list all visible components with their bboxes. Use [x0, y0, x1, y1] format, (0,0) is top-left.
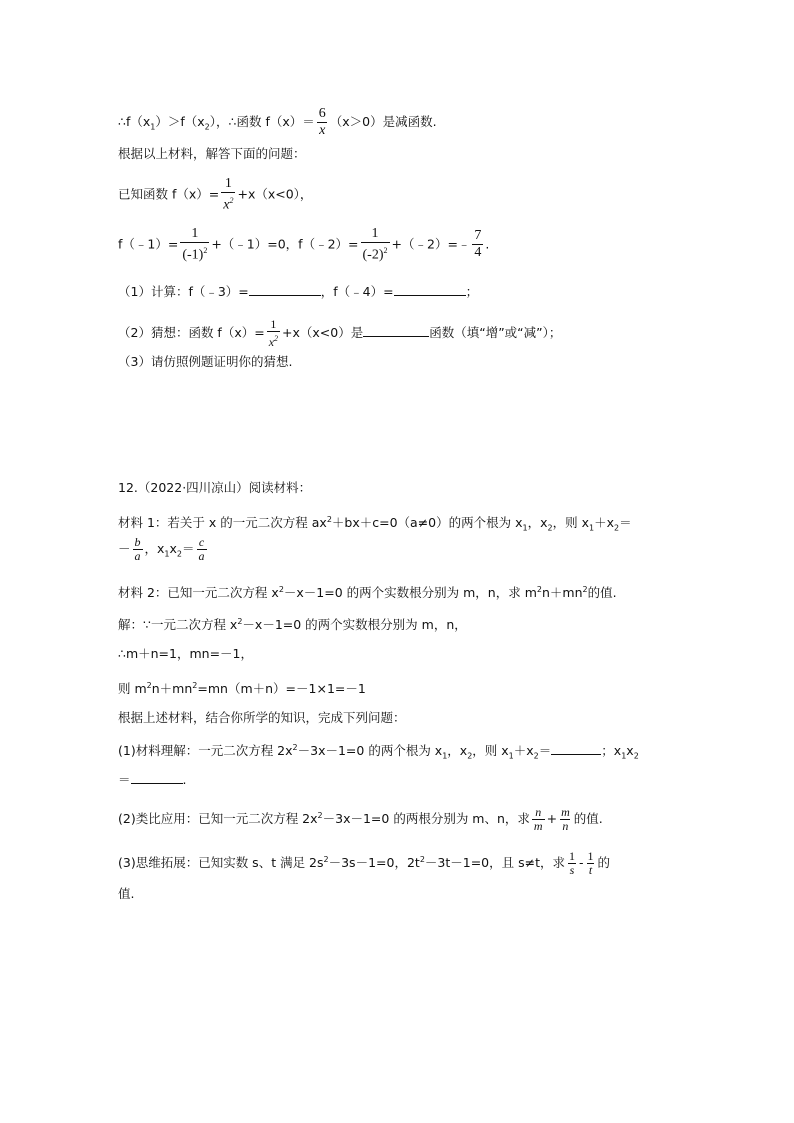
fraction-1-over-x2: [267, 318, 280, 349]
exponent: 2: [292, 743, 298, 752]
fraction-n-over-m: [532, 806, 545, 833]
answer-blank-f-neg4[interactable]: [394, 284, 466, 296]
fraction-7-over-4: [472, 228, 483, 261]
numerator: 1: [587, 849, 594, 863]
fraction-b-over-a: [133, 536, 143, 563]
text: ＝: [118, 772, 131, 787]
text: .: [182, 772, 187, 787]
text: －3x－1=0 的两个根为 x: [297, 743, 443, 759]
text: +（﹣2）=﹣: [391, 236, 471, 252]
exponent: 2: [274, 334, 279, 343]
text: ，x: [144, 541, 165, 556]
numerator: 1: [191, 226, 199, 241]
denominator: a: [198, 549, 205, 563]
denominator: n: [562, 819, 569, 833]
text: +: [546, 811, 558, 826]
exponent: 2: [536, 585, 542, 594]
numerator: n: [535, 805, 542, 819]
text: －3s－1=0，2t: [328, 855, 420, 870]
text: －3x－1=0 的两根分别为 m、n，求: [322, 811, 530, 826]
numerator: 1: [224, 176, 232, 191]
text: （1）计算：f（﹣3）=: [118, 284, 249, 299]
question-3-line: （3）请仿照例题证明你的猜想.: [118, 354, 293, 369]
fraction-1-over-s: [567, 850, 577, 877]
denominator: [221, 192, 235, 214]
text: (2)类比应用：已知一元二次方程 2x: [118, 811, 318, 826]
exponent: 2: [237, 617, 243, 626]
answer-blank-sum[interactable]: [551, 743, 601, 755]
question-2-line: [118, 318, 561, 349]
text: 的值.: [587, 585, 617, 601]
text: ∴f（x: [118, 114, 151, 129]
fraction-1-over-t: [586, 850, 596, 877]
text: ，则 x: [472, 743, 509, 759]
subscript: 1: [150, 122, 156, 132]
numerator: b: [134, 535, 141, 549]
text: ，f（﹣4）=: [320, 284, 394, 299]
denominator: [267, 331, 280, 349]
questions-intro: 根据上述材料，结合你所学的知识，完成下列问题：: [118, 710, 406, 725]
text: 材料 2：已知一元二次方程 x: [118, 585, 279, 601]
text: +x（x<0）是: [282, 325, 364, 340]
exponent: 2: [278, 585, 284, 594]
example-values-line: [118, 226, 489, 264]
denominator: t: [588, 863, 593, 877]
text: ，则 x: [552, 515, 589, 531]
question-12-3-line: [118, 850, 610, 877]
fraction-1-over-neg1-sq: [180, 226, 209, 264]
numerator: m: [561, 805, 570, 819]
text: ）＞f（x: [155, 114, 205, 129]
subscript: 1: [508, 751, 514, 761]
subscript: 2: [547, 523, 553, 533]
subscript: 2: [176, 549, 183, 559]
text: －x－1=0 的两个实数根分别为 m，n，: [242, 617, 467, 633]
subscript: 1: [442, 751, 448, 761]
text: （x＞0）是减函数.: [329, 114, 437, 129]
solution-line-3: [118, 678, 366, 697]
denominator: x: [319, 123, 326, 138]
text: （2）猜想：函数 f（x）=: [118, 325, 265, 340]
numerator: 1: [270, 317, 277, 331]
solution-line-1: [118, 614, 467, 633]
text: ＋x: [513, 743, 534, 759]
text: ，x: [527, 515, 548, 531]
text: ；: [465, 284, 479, 299]
text: 已知函数 f（x）=: [118, 186, 220, 202]
numerator: 7: [474, 228, 482, 244]
den-base: x: [223, 197, 230, 213]
text: ＝: [619, 515, 632, 531]
fraction-m-over-n: [559, 806, 572, 833]
text: ），∴函数 f（x）＝: [209, 114, 315, 129]
subscript: 2: [204, 122, 210, 132]
text: +x（x<0），: [237, 186, 313, 202]
solution-line-2: ∴m＋n=1，mn=－1，: [118, 646, 254, 661]
text: n＋mn: [151, 681, 193, 697]
fraction-6-over-x: [317, 106, 328, 139]
text: ＋x: [594, 515, 614, 531]
text: －: [118, 541, 131, 556]
numerator: 1: [569, 849, 576, 863]
material-1-line: [118, 512, 632, 537]
text: =mn（m＋n）=－1×1=－1: [197, 681, 366, 697]
answer-blank-f-neg3[interactable]: [249, 284, 321, 296]
material-2-line: [118, 582, 617, 601]
exponent: 2: [582, 585, 588, 594]
numerator: c: [198, 535, 205, 549]
question-12-3-cont: 值.: [118, 886, 135, 901]
fraction-1-over-x2: [221, 176, 235, 214]
text: 材料 1：若关于 x 的一元二次方程 ax: [118, 515, 327, 531]
answer-blank-product[interactable]: [131, 772, 183, 784]
fraction-c-over-a: [197, 536, 207, 563]
subscript: 1: [621, 751, 627, 761]
text: x: [626, 743, 634, 759]
text: 函数（填“增”或“减”）；: [429, 325, 562, 340]
question-1-line: [118, 284, 478, 300]
subscript: 1: [522, 523, 528, 533]
exponent: 2: [323, 854, 329, 864]
subscript: 1: [164, 549, 170, 559]
function-definition-line: [118, 176, 312, 214]
text: (1)材料理解：一元二次方程 2x: [118, 743, 293, 759]
answer-blank-monotonicity[interactable]: [363, 325, 429, 337]
exponent: 2: [383, 246, 388, 255]
denominator: m: [533, 819, 543, 833]
question-12-1-line: [118, 740, 639, 765]
subscript: 2: [633, 751, 639, 761]
subscript: 2: [613, 523, 620, 533]
den-base: (-1): [182, 247, 204, 263]
material-1-vieta-line: [118, 536, 209, 563]
problem-12-header: 12.（2022·四川凉山）阅读材料：: [118, 480, 312, 495]
text: ，x: [447, 743, 468, 759]
text: f（﹣1）=: [118, 236, 179, 252]
exponent: 2: [317, 810, 323, 820]
numerator: 6: [318, 106, 326, 121]
denominator: 4: [474, 245, 482, 261]
text: －x－1=0 的两个实数根分别为 m，n，求 m: [283, 585, 537, 601]
text: (3)思维拓展：已知实数 s、t 满足 2s: [118, 855, 324, 870]
text: ；x: [601, 743, 622, 759]
proof-conclusion-line: [118, 106, 437, 139]
exponent: 2: [229, 196, 234, 205]
text: ＝: [182, 541, 195, 556]
text: x: [169, 541, 177, 556]
exponent: 2: [203, 246, 208, 255]
denominator: [361, 242, 390, 264]
text: ＝: [538, 743, 552, 759]
text: 则 m: [118, 681, 147, 697]
den-base: x: [268, 335, 275, 349]
text: n＋mn: [541, 585, 583, 601]
text: 的: [597, 855, 611, 870]
exponent: 2: [419, 854, 425, 864]
subscript: 2: [467, 751, 473, 761]
instruction-line: 根据以上材料，解答下面的问题：: [118, 146, 306, 161]
text: +（﹣1）=0，f（﹣2）=: [211, 236, 359, 252]
text: .: [485, 236, 490, 252]
subscript: 2: [533, 751, 539, 761]
text: 解：∵一元二次方程 x: [118, 617, 238, 633]
exponent: 2: [326, 515, 332, 524]
question-12-2-line: [118, 806, 603, 833]
denominator: s: [569, 863, 575, 877]
text: －3t－1=0，且 s≠t，求: [424, 855, 566, 870]
text: ＋bx＋c=0（a≠0）的两个根为 x: [331, 515, 523, 531]
denominator: a: [134, 549, 141, 563]
numerator: 1: [371, 226, 379, 241]
fraction-1-over-neg2-sq: [361, 226, 390, 264]
question-12-1-cont: [118, 772, 187, 788]
subscript: 1: [588, 523, 595, 533]
exponent: 2: [192, 681, 198, 690]
text: 的值.: [573, 811, 603, 826]
den-base: (-2): [362, 247, 384, 263]
exponent: 2: [146, 681, 152, 690]
denominator: [180, 242, 209, 264]
text: -: [579, 855, 584, 870]
